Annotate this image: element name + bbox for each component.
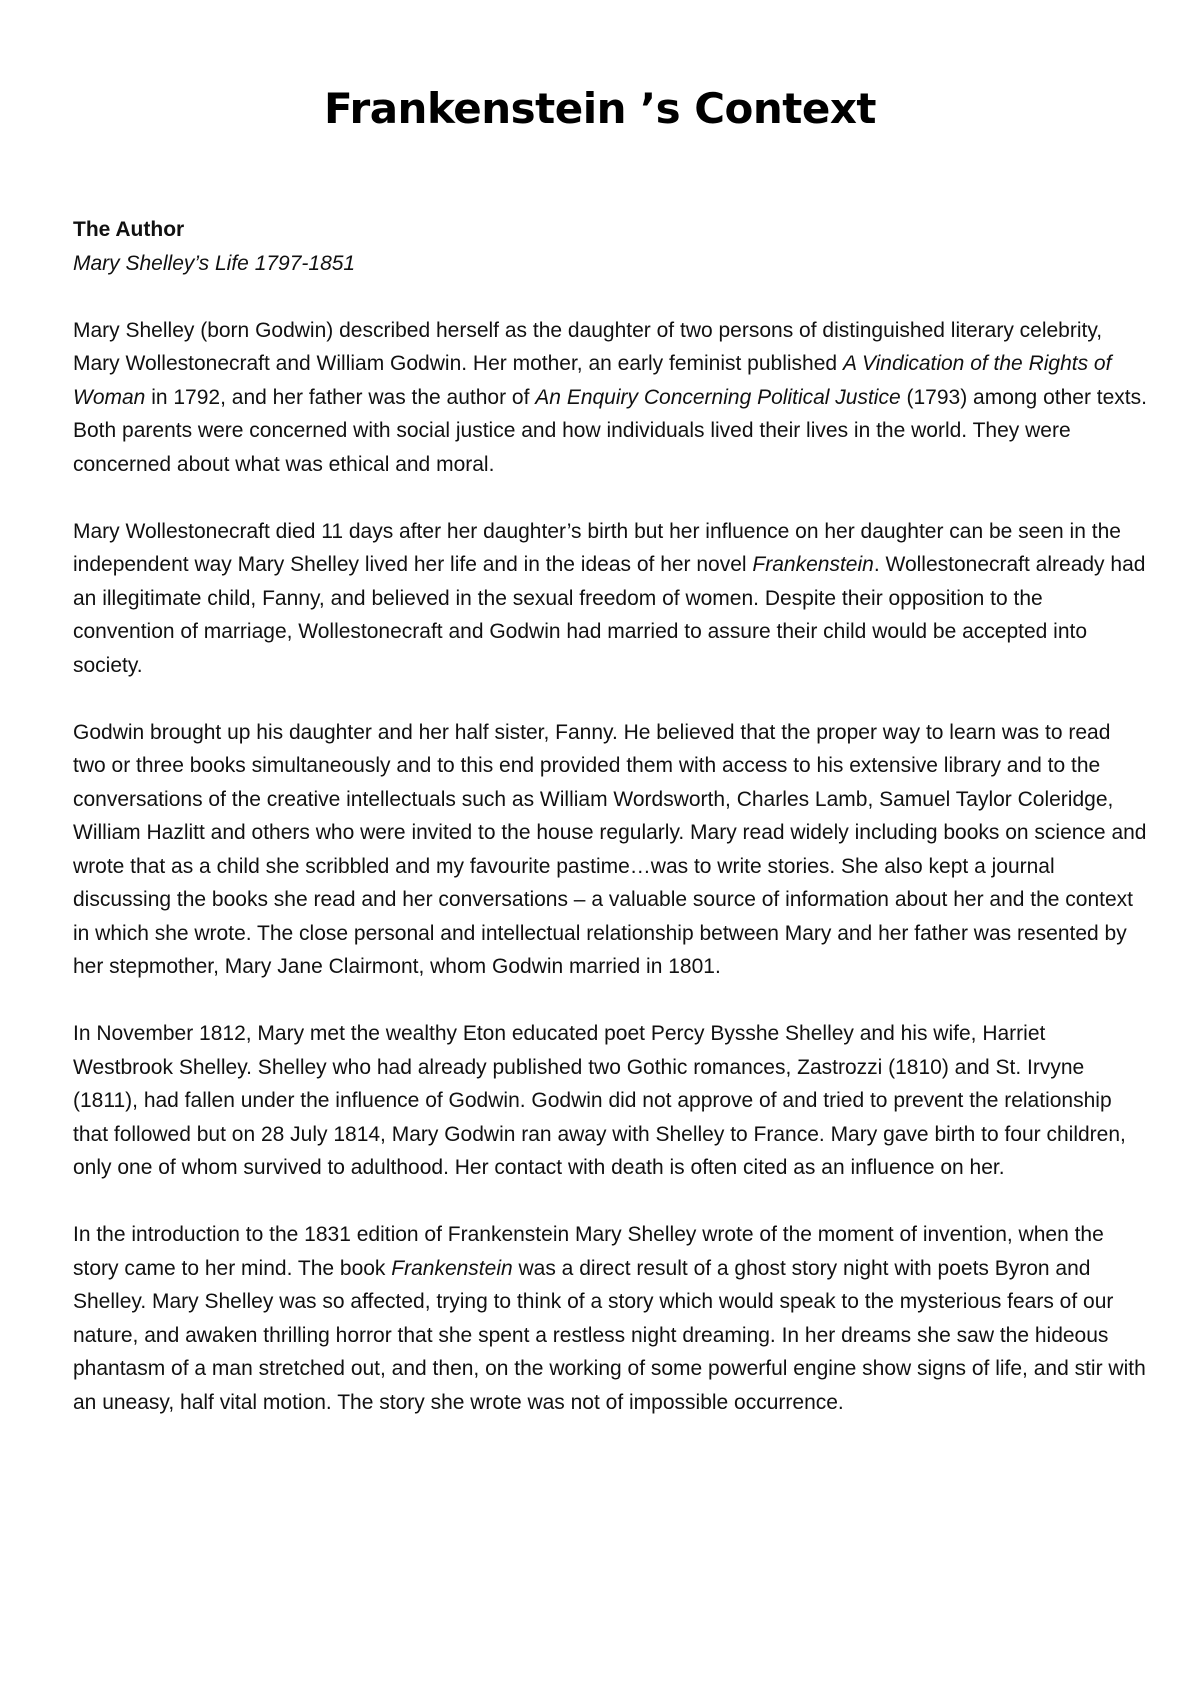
italic-title-text: Frankenstein	[752, 553, 874, 576]
document-body	[73, 213, 1148, 1419]
paragraph	[73, 716, 1148, 984]
paragraph-text: in 1792, and her father was the author of	[145, 385, 536, 409]
section-heading: The Author	[73, 218, 185, 241]
paragraph-text: . Wollestonecraft already had an illegitimate child, Fanny, and believed in the sexual freedom of women. Despite their opposition to the convention of marriage, Wollestonecraft and Godwin had married to assure their child would be accepted into society.	[73, 553, 1146, 677]
paragraph	[73, 515, 1148, 683]
paragraph	[73, 314, 1148, 482]
paragraph-text: Godwin brought up his daughter and her half sister, Fanny. He believed that the proper way to learn was to read two or three books simultaneously and to this end provided them with access to his extensive library and to the conversations of the creative intellectuals such as William Wordsworth, Charles Lamb, Samuel Taylor Coleridge, William Hazlitt and others who were invited to the house regularly. Mary read widely including books on science and wrote that as a child she scribbled and my favourite pastime…was to write stories. She also kept a journal discussing the books she read and her conversations – a valuable source of information about her and the context in which she wrote. The close personal and intellectual relationship between Mary and her father was resented by her stepmother, Mary Jane Clairmont, whom Godwin married in 1801.	[73, 720, 1147, 978]
italic-title-text: Frankenstein	[391, 1256, 513, 1280]
italic-title-text: A Vindication of the Rights of Woman	[73, 352, 1112, 409]
spacer	[73, 481, 1148, 515]
paragraph-text: Mary Wollestonecraft died 11 days after her daughter’s birth but her influence on her daughter can be seen in the independent way Mary Shelley lived her life and in the ideas of her novel	[73, 519, 1121, 576]
paragraph-text: (1793) among other texts. Both parents were concerned with social justice and how individuals lived their lives in the world. They were concerned about what was ethical and moral.	[73, 385, 1147, 476]
paragraph-text: Mary Shelley (born Godwin) described herself as the daughter of two persons of distinguished literary celebrity, Mary Wollestonecraft and William Godwin. Her mother, an early feminist published	[73, 318, 1103, 375]
page-title: Frankenstein ’s Context	[323, 84, 876, 133]
spacer	[73, 984, 1148, 1018]
section-subheading: Mary Shelley’s Life 1797-1851	[73, 251, 356, 275]
italic-title-text: An Enquiry Concerning Political Justice	[535, 385, 901, 409]
spacer	[73, 280, 1148, 314]
paragraph-text: In the introduction to the 1831 edition of Frankenstein Mary Shelley wrote of the moment of invention, when the story came to her mind. The book	[73, 1223, 1104, 1280]
paragraph-text: was a direct result of a ghost story night with poets Byron and Shelley. Mary Shelley was so affected, trying to think of a story which would speak to the mysterious fears of our nature, and awaken thrilling horror that she spent a restless night dreaming. In her dreams she saw the hideous phantasm of a man stretched out, and then, on the working of some powerful engine show signs of life, and stir with an uneasy, half vital motion. The story she wrote was not of impossible occurrence.	[73, 1256, 1146, 1414]
spacer	[73, 1185, 1148, 1219]
paragraph	[73, 1218, 1148, 1419]
spacer	[73, 682, 1148, 716]
paragraph	[73, 1017, 1148, 1185]
paragraph-text: In November 1812, Mary met the wealthy Eton educated poet Percy Bysshe Shelley and his wife, Harriet Westbrook Shelley. Shelley who had already published two Gothic romances, Zastrozzi (1810) and St. Irvyne (1811), had fallen under the influence of Godwin. Godwin did not approve of and tried to prevent the relationship that followed but on 28 July 1814, Mary Godwin ran away with Shelley to France. Mary gave birth to four children, only one of whom survived to adulthood. Her contact with death is often cited as an influence on her.	[73, 1022, 1126, 1179]
